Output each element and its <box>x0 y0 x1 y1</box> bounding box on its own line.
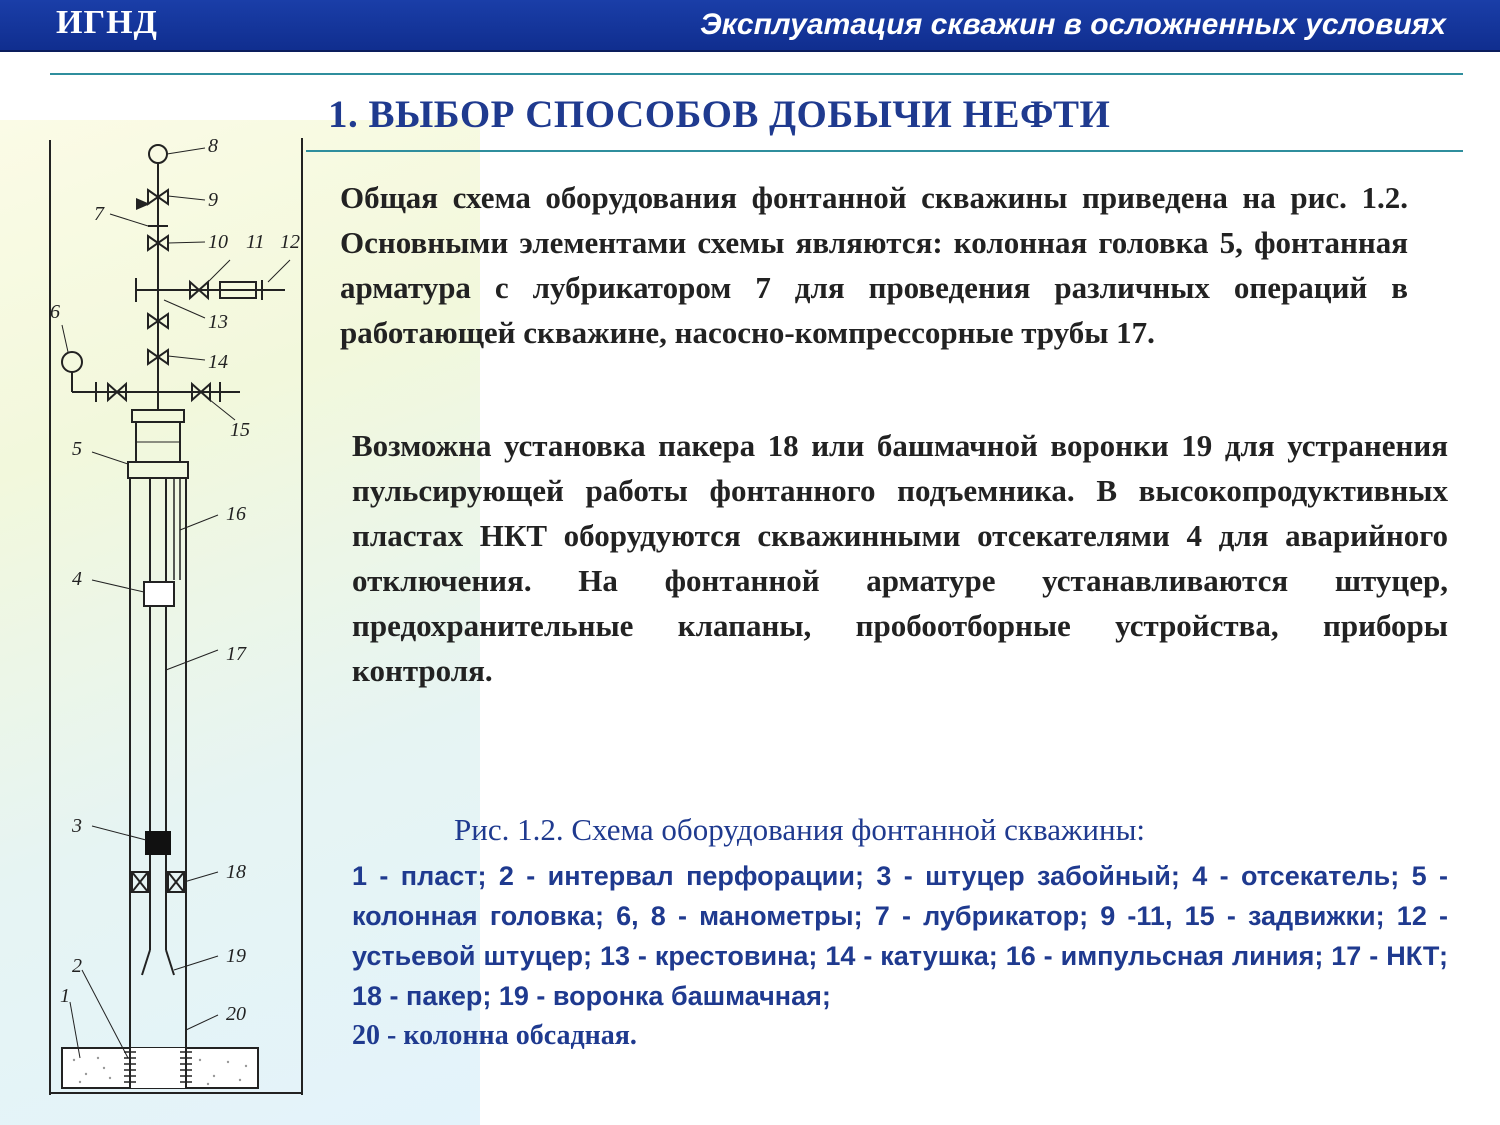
manometer-6-icon <box>62 352 82 372</box>
leader-20 <box>186 1015 218 1030</box>
leader-2 <box>82 970 128 1058</box>
leader-17 <box>166 650 218 670</box>
figure-legend-text: 1 - пласт; 2 - интервал перфорации; 3 - штуцер забойный; 4 - отсекатель; 5 - колонная головка; 6, 8 - манометры; 7 - лубрикатор; 9 -11, 15 - задвижки; 12 - устьевой штуцер; 13 - крестовина; 14 - катушка; 16 - импульсная линия; 17 - НКТ; 18 - пакер; 19 - воронка башмачная; <box>352 861 1448 1011</box>
cutoff-valve-4 <box>144 582 174 606</box>
label-2: 2 <box>72 955 82 977</box>
leader-18 <box>184 872 218 882</box>
well-diagram-svg <box>40 130 315 1105</box>
leader-3 <box>92 826 146 840</box>
label-11: 11 <box>246 231 265 253</box>
well-diagram <box>40 130 315 1105</box>
slide-title: 1. ВЫБОР СПОСОБОВ ДОБЫЧИ НЕФТИ <box>328 93 1111 136</box>
leader-11 <box>208 260 230 282</box>
course-subject: Эксплуатация скважин в осложненных условиях <box>700 8 1446 41</box>
leader-10 <box>168 242 205 243</box>
label-8: 8 <box>208 135 218 157</box>
label-6: 6 <box>50 301 60 323</box>
label-9: 9 <box>208 189 218 211</box>
figure-legend-last: 20 - колонна обсадная. <box>352 1020 637 1051</box>
leader-8 <box>167 148 205 154</box>
casing-head-top <box>132 410 184 422</box>
label-5: 5 <box>72 438 82 460</box>
leader-5 <box>92 452 128 464</box>
divider-top <box>50 73 1463 75</box>
label-4: 4 <box>72 568 82 590</box>
label-18: 18 <box>226 861 246 883</box>
leader-4 <box>92 580 144 592</box>
leader-12 <box>268 260 290 282</box>
leader-15 <box>210 400 235 420</box>
label-10: 10 <box>208 231 228 253</box>
label-19: 19 <box>226 945 246 967</box>
label-7: 7 <box>94 203 104 225</box>
funnel-19-left <box>142 950 150 975</box>
casing-head-base <box>128 462 188 478</box>
leader-14 <box>168 356 205 360</box>
well-bore-in-formation <box>130 1048 186 1088</box>
figure-legend <box>352 856 1448 1056</box>
leader-13 <box>164 300 205 318</box>
leader-7 <box>110 214 148 226</box>
funnel-19-right <box>166 950 174 975</box>
label-15: 15 <box>230 419 250 441</box>
packer-18-left <box>132 872 148 892</box>
label-16: 16 <box>226 503 246 525</box>
label-20: 20 <box>226 1003 246 1025</box>
organization-label: ИГНД <box>56 4 158 41</box>
label-17: 17 <box>226 643 246 665</box>
label-14: 14 <box>208 351 228 373</box>
label-3: 3 <box>72 815 82 837</box>
divider-title <box>306 150 1463 152</box>
leader-6 <box>62 325 68 352</box>
label-13: 13 <box>208 311 228 333</box>
slide-header <box>0 0 1500 52</box>
leader-9 <box>168 196 205 200</box>
bottom-choke-3 <box>146 832 170 854</box>
paragraph-overview: Общая схема оборудования фонтанной скважины приведена на рис. 1.2. Основными элементами схемы являются: колонная головка 5, фонтанная арматура с лубрикатором 7 для проведения различных операций в работающей скважине, насосно-компрессорные трубы 17. <box>340 180 1408 350</box>
label-1: 1 <box>60 985 70 1007</box>
label-12: 12 <box>280 231 300 253</box>
leader-19 <box>174 956 218 970</box>
figure-caption: Рис. 1.2. Схема оборудования фонтанной скважины: <box>454 812 1146 847</box>
manometer-8-icon <box>149 145 167 163</box>
paragraph-details: Возможна установка пакера 18 или башмачной воронки 19 для устранения пульсирующей работы фонтанного подъемника. В высокопродуктивных пластах НКТ оборудуются скважинными отсекателями 4 для аварийного отключения. На фонтанной арматуре устанавливаются штуцер, предохранительные клапаны, пробоотборные устройства, приборы контроля. <box>352 428 1448 688</box>
packer-18-right <box>168 872 184 892</box>
